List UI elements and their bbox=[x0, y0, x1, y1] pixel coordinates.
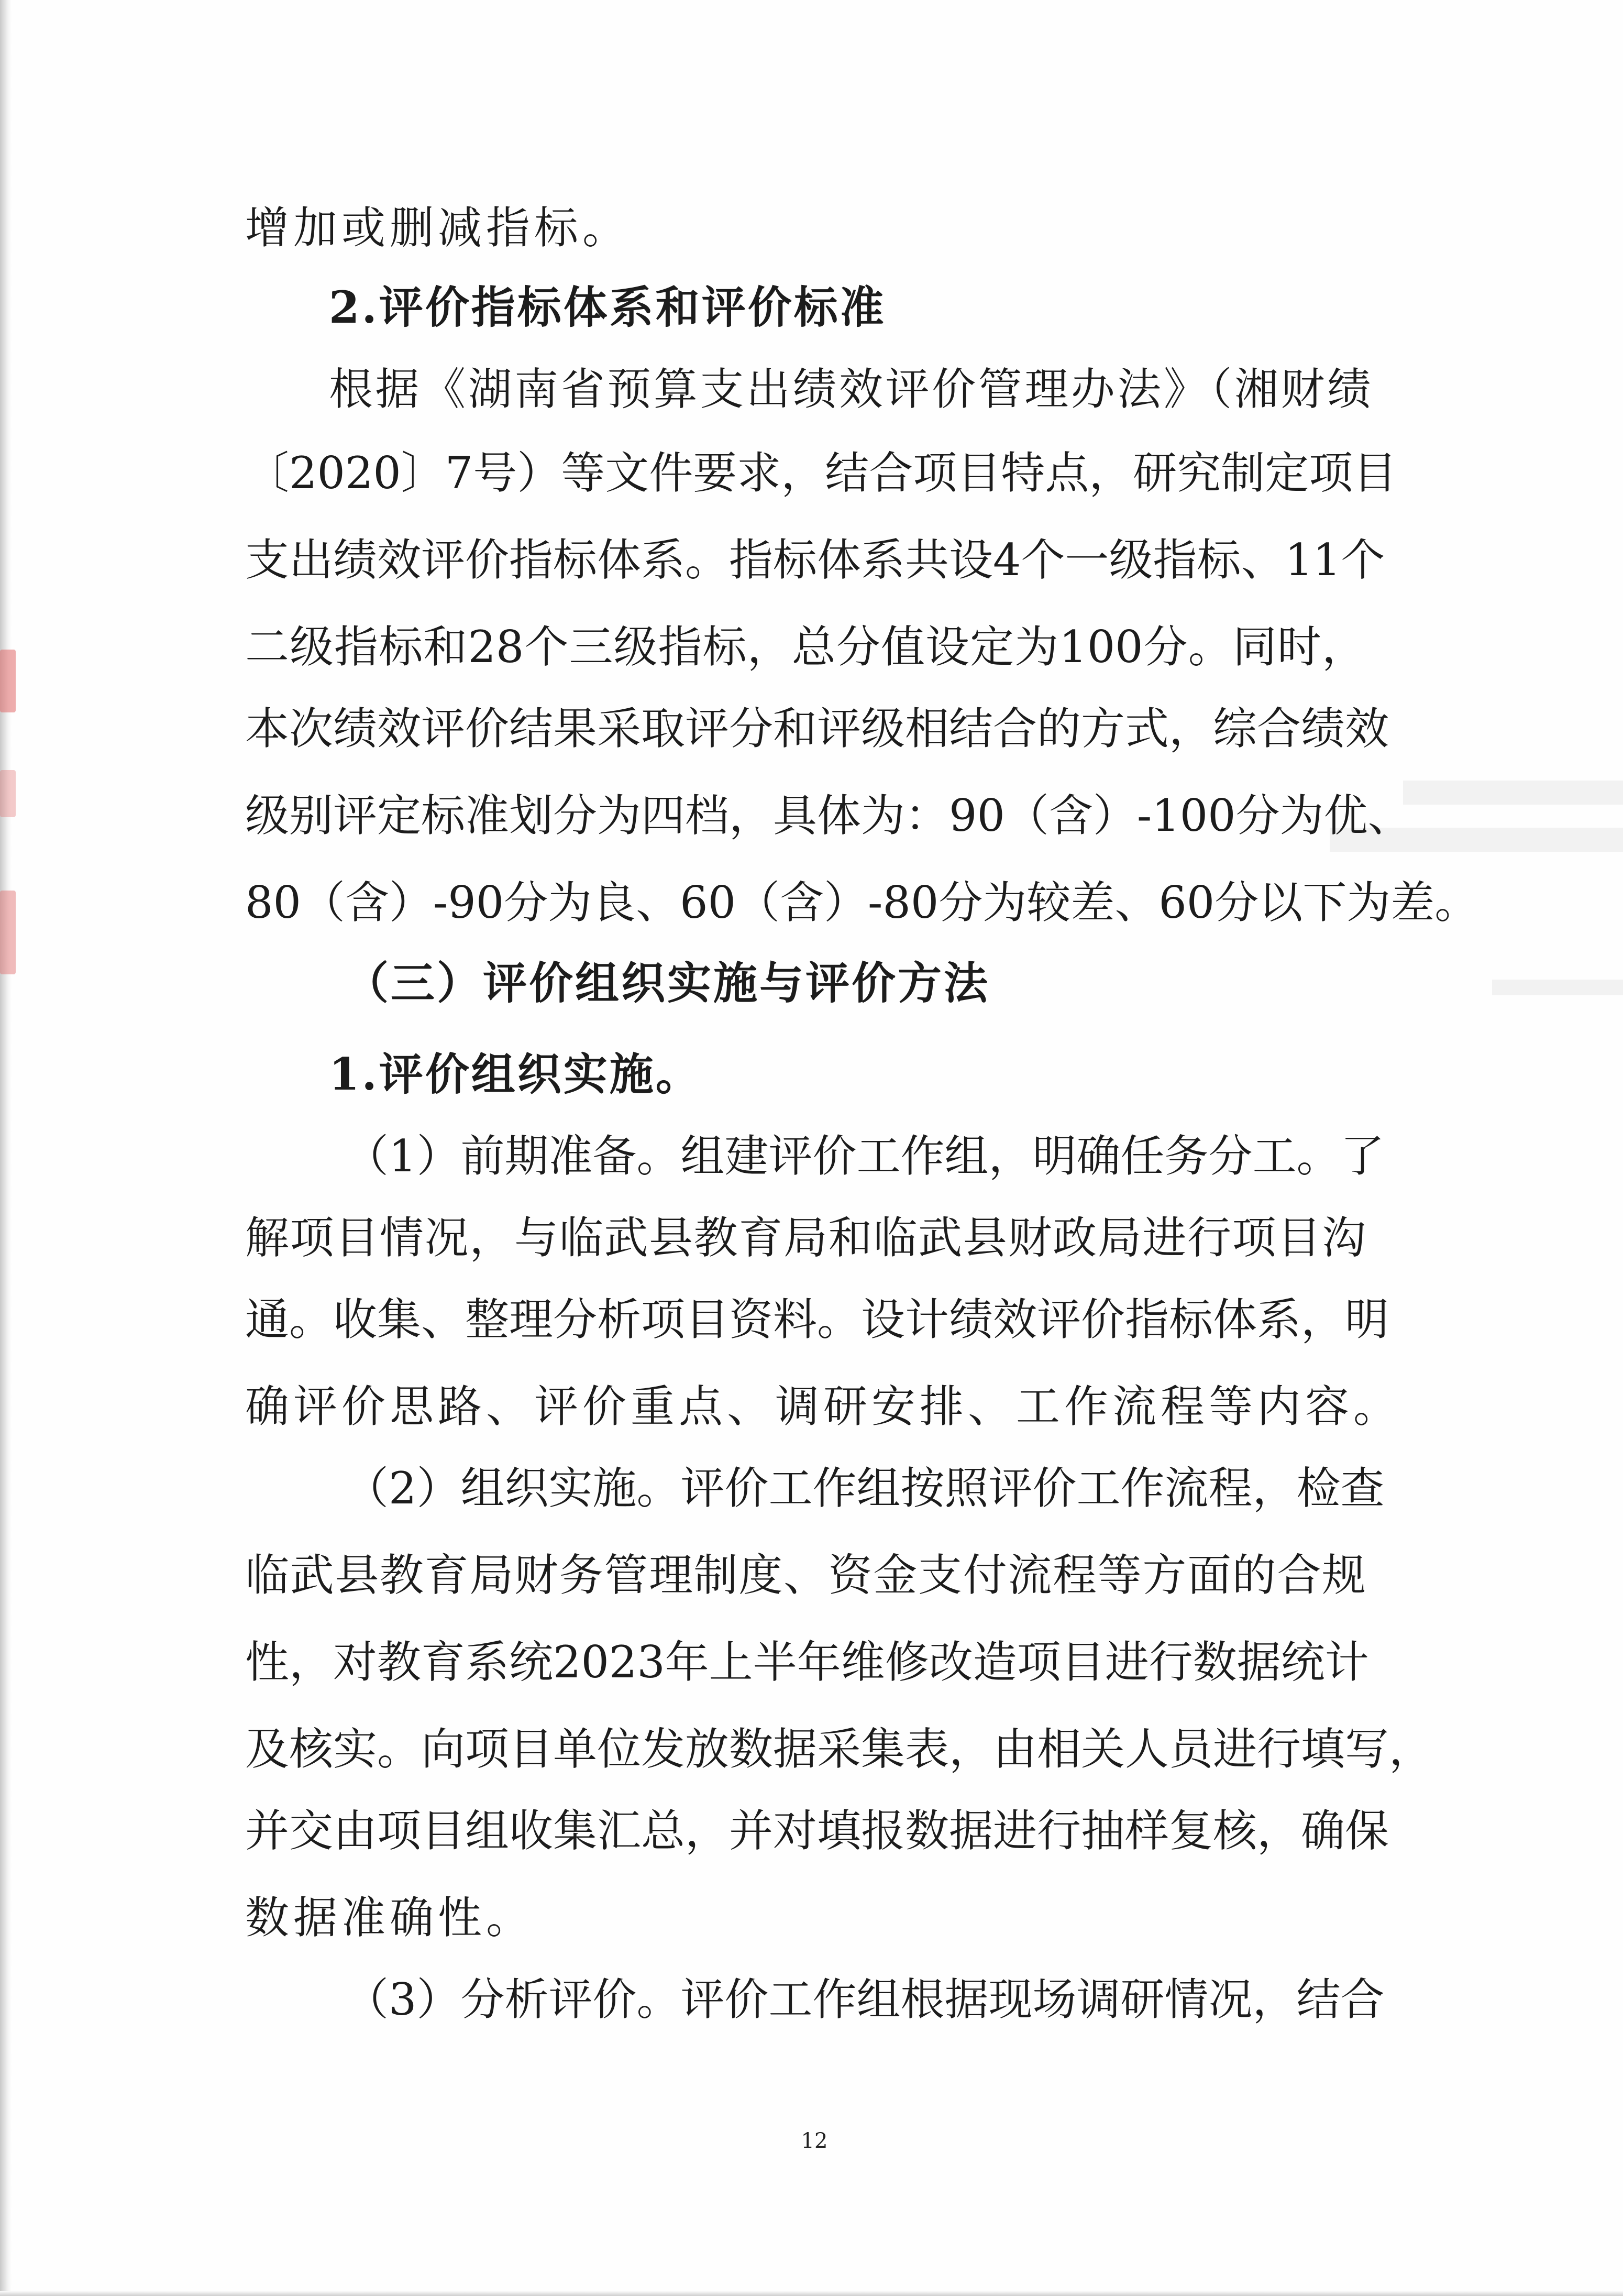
subsection-heading: 1.评价组织实施。 bbox=[329, 1048, 702, 1100]
paragraph-line: （3）分析评价。评价工作组根据现场调研情况，结合 bbox=[345, 1974, 1385, 2025]
paragraph-line: 通。收集、整理分析项目资料。设计绩效评价指标体系，明 bbox=[245, 1294, 1389, 1345]
paragraph-line: 级别评定标准划分为四档，具体为：90（含）-100分为优、 bbox=[245, 790, 1412, 841]
paragraph-line: （2）组织实施。评价工作组按照评价工作流程，检查 bbox=[345, 1463, 1385, 1514]
paragraph-line: （1）前期准备。组建评价工作组，明确任务分工。了 bbox=[345, 1130, 1385, 1182]
paragraph-line: 二级指标和28个三级指标，总分值设定为100分。同时， bbox=[245, 621, 1366, 673]
paragraph-line: 支出绩效评价指标体系。指标体系共设4个一级指标、11个 bbox=[245, 534, 1385, 586]
paragraph-line: 临武县教育局财务管理制度、资金支付流程等方面的合规 bbox=[245, 1550, 1366, 1601]
paragraph-line: 本次绩效评价结果采取评分和评级相结合的方式，综合绩效 bbox=[245, 703, 1389, 754]
section-heading: （三）评价组织实施与评价方法 bbox=[345, 957, 990, 1009]
paragraph-line: 数据准确性。 bbox=[245, 1892, 535, 1943]
paragraph-line: 解项目情况，与临武县教育局和临武县财政局进行项目沟 bbox=[245, 1212, 1366, 1264]
page-number: 12 bbox=[801, 2129, 828, 2153]
paragraph-line: 性，对教育系统2023年上半年维修改造项目进行数据统计 bbox=[245, 1636, 1369, 1688]
paragraph-line: 80（含）-90分为良、60（含）-80分为较差、60分以下为差。 bbox=[245, 877, 1479, 928]
paragraph-line: 增加或删减指标。 bbox=[245, 202, 631, 254]
paragraph-line: 〔2020〕7号）等文件要求，结合项目特点，研究制定项目 bbox=[245, 447, 1397, 499]
paragraph-line: 并交由项目组收集汇总，并对填报数据进行抽样复核，确保 bbox=[245, 1805, 1389, 1856]
section-heading: 2.评价指标体系和评价标准 bbox=[329, 281, 886, 333]
paragraph-line: 及核实。向项目单位发放数据采集表，由相关人员进行填写， bbox=[245, 1723, 1433, 1775]
paragraph-line: 根据《湖南省预算支出绩效评价管理办法》（湘财绩 bbox=[329, 364, 1371, 415]
paragraph-line: 确评价思路、评价重点、调研安排、工作流程等内容。 bbox=[245, 1381, 1402, 1432]
